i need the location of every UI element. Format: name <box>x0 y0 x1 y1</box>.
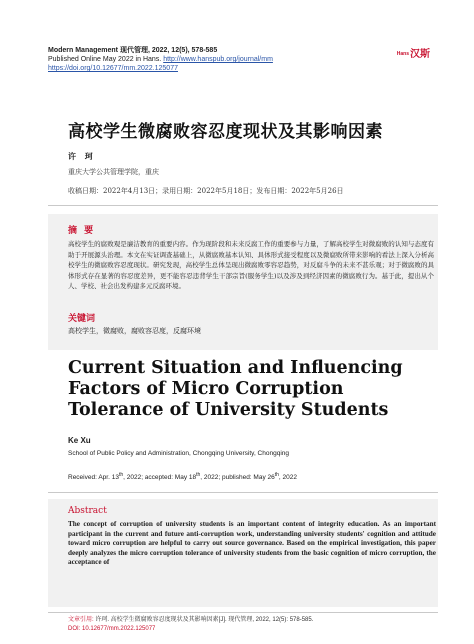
chinese-affiliation: 重庆大学公共管理学院，重庆 <box>68 168 159 176</box>
english-dates <box>68 472 297 481</box>
chinese-author: 许 珂 <box>68 151 96 161</box>
divider <box>48 492 438 493</box>
chinese-keywords-heading: 关键词 <box>68 314 96 324</box>
chinese-abstract-heading: 摘 要 <box>68 226 96 236</box>
published-line <box>48 55 273 64</box>
citation-doi[interactable]: DOI: 10.12677/mm.2022.125077 <box>68 626 156 632</box>
published-year: , 2022 <box>278 474 297 482</box>
citation-line <box>68 616 313 625</box>
accepted-sup: th <box>196 472 201 478</box>
chinese-keywords: 高校学生，微腐败，腐败容忍度，反腐环境 <box>68 327 201 335</box>
doi-line <box>48 64 178 73</box>
english-author: Ke Xu <box>68 436 91 445</box>
citation-text: 许珂. 高校学生微腐败容忍度现状及其影响因素[J]. 现代管理, 2022, 12(5): 578-585. <box>93 617 314 623</box>
chinese-dates: 收稿日期：2022年4月13日；录用日期：2022年5月18日；发布日期：2022年5月26日 <box>68 187 344 195</box>
received-date: Received: Apr. 13 <box>68 474 119 482</box>
published-sup: th <box>274 472 279 478</box>
published-date: , 2022; published: May 26 <box>200 474 275 482</box>
published-prefix: Published Online May 2022 in Hans. <box>48 56 164 63</box>
journal-line: Modern Management 现代管理, 2022, 12(5), 578-585 <box>48 47 218 54</box>
citation <box>68 616 313 634</box>
publisher-logo <box>397 45 430 60</box>
chinese-abstract-text: 高校学生的腐败观是廉洁教育的重要内容。作为现阶段和未来反腐工作的重要参与力量，了解高校学生对微腐败的认知与态度有助于开展源头治理。本文在实证调查基础上，从微腐败基本认知、具体形式接受程度以及微腐败所带来影响的看法上深入分析高校学生的微腐败容忍度现状。研究发现，高校学生总体呈现出微腐败零容忍趋势，对反腐斗争的未来不甚乐观；对于微腐败的具体形式存在显著的容忍度差异，更不能容忍违背学生干部宗旨(服务学生)以及涉及到经济因素的微腐败行为。基于此，提出从个人、学校、社会出发构建多元反腐环境。 <box>68 240 434 291</box>
chinese-title: 高校学生微腐败容忍度现状及其影响因素 <box>68 122 383 142</box>
english-abstract-text: The concept of corruption of university students is an important content of integrity education. As an important participant in the current and future anti-corruption work, understanding university students' cognition and attitude toward micro corruption are helpful to carry out source governance. Based on the empirical investigation, this paper deeply analyzes the micro corruption tolerance of university students from the basic cognition of micro corruption, the acceptance of <box>68 520 436 567</box>
logo-text: 汉斯 <box>410 49 430 60</box>
citation-label: 文章引用: <box>68 617 94 623</box>
english-abstract-heading: Abstract <box>68 506 107 516</box>
received-sup: th <box>118 472 124 478</box>
doi-url-link[interactable]: https://doi.org/10.12677/mm.2022.125077 <box>48 65 178 72</box>
journal-url-link[interactable]: http://www.hanspub.org/journal/mm <box>163 56 273 63</box>
accepted-date: , 2022; accepted: May 18 <box>123 474 197 482</box>
logo-prefix: Hans <box>396 51 409 58</box>
english-affiliation: School of Public Policy and Administration, Chongqing University, Chongqing <box>68 450 290 457</box>
divider <box>48 612 438 613</box>
divider <box>48 205 438 206</box>
english-title: Current Situation and Influencing Factors of Micro Corruption Tolerance of University Students <box>68 358 403 420</box>
